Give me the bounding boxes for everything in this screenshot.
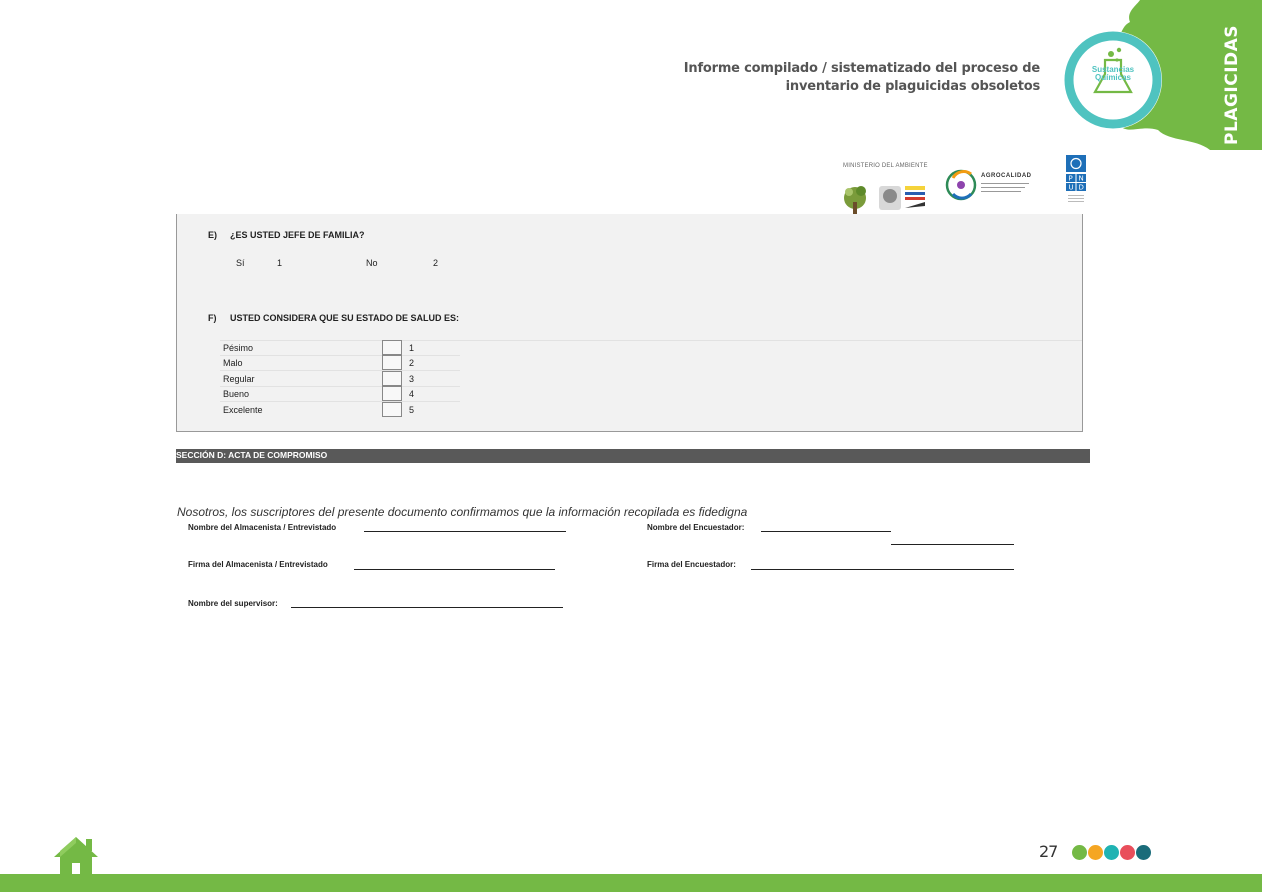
document-title-line2: inventario de plaguicidas obsoletos — [785, 79, 1040, 94]
encuestador-signature-label: Firma del Encuestador: — [647, 560, 736, 569]
form-panel — [176, 214, 1083, 432]
document-title-line1: Informe compilado / sistematizado del proceso de — [683, 61, 1040, 76]
row-divider — [220, 340, 1082, 341]
option-si-code: 1 — [277, 258, 283, 268]
footer-dot — [1136, 845, 1151, 860]
side-tab-label: PLAGICIDAS — [1222, 24, 1242, 145]
health-option-label: Malo — [223, 358, 243, 368]
question-f-text: USTED CONSIDERA QUE SU ESTADO DE SALUD ES: — [230, 313, 460, 323]
option-no-label[interactable]: No — [366, 258, 378, 268]
section-d-title: SECCIÓN D: ACTA DE COMPROMISO — [176, 450, 328, 460]
svg-text:N: N — [1078, 174, 1084, 183]
footer-dot — [1088, 845, 1103, 860]
health-option-label: Pésimo — [223, 343, 254, 353]
commitment-statement: Nosotros, los suscriptores del presente documento confirmamos que la información recopilada es fidedigna — [177, 505, 748, 519]
ministerio-logo-text: MINISTERIO DEL AMBIENTE — [843, 163, 928, 169]
home-icon[interactable] — [52, 835, 100, 875]
section-d-header — [176, 449, 1090, 463]
health-option-label: Regular — [223, 374, 255, 384]
health-option-code: 5 — [409, 405, 415, 415]
health-option-checkbox[interactable] — [382, 340, 402, 355]
footer-bar — [0, 874, 1262, 892]
health-option-checkbox[interactable] — [382, 371, 402, 386]
encuestador-name-line[interactable] — [761, 531, 891, 532]
agrocalidad-logo-text: AGROCALIDAD — [981, 173, 1032, 179]
almacenista-name-label: Nombre del Almacenista / Entrevistado — [188, 523, 337, 532]
almacenista-name-line[interactable] — [364, 531, 566, 532]
supervisor-name-line[interactable] — [291, 607, 563, 608]
footer-dot — [1104, 845, 1119, 860]
agrocalidad-logo — [945, 166, 1040, 206]
row-divider — [220, 386, 460, 387]
un-emblem-icon — [1066, 155, 1086, 205]
health-option-code: 3 — [409, 374, 415, 384]
almacenista-signature-line[interactable] — [354, 569, 555, 570]
svg-text:D: D — [1078, 183, 1084, 192]
health-option-checkbox[interactable] — [382, 386, 402, 401]
footer-dot — [1072, 845, 1087, 860]
svg-text:U: U — [1068, 183, 1074, 192]
row-divider — [220, 401, 460, 402]
option-si-label[interactable]: Sí — [236, 258, 245, 268]
ministerio-logo — [843, 178, 931, 214]
encuestador-name-label: Nombre del Encuestador: — [647, 523, 745, 532]
health-option-code: 2 — [409, 358, 415, 368]
health-option-code: 4 — [409, 389, 415, 399]
document-title — [620, 60, 1040, 96]
row-divider — [220, 355, 460, 356]
svg-text:P: P — [1068, 174, 1073, 183]
option-no-code: 2 — [433, 258, 439, 268]
question-e-label: E) — [208, 230, 217, 240]
almacenista-signature-label: Firma del Almacenista / Entrevistado — [188, 560, 328, 569]
question-e-text: ¿ES USTED JEFE DE FAMILIA? — [230, 230, 365, 240]
footer-dot — [1120, 845, 1135, 860]
health-option-checkbox[interactable] — [382, 402, 402, 417]
encuestador-signature-line[interactable] — [751, 569, 1014, 570]
question-f-label: F) — [208, 313, 217, 323]
health-option-code: 1 — [409, 343, 415, 353]
health-option-checkbox[interactable] — [382, 355, 402, 370]
supervisor-name-label: Nombre del supervisor: — [188, 599, 278, 608]
page-number: 27 — [1039, 842, 1058, 861]
encuestador-name-line-2[interactable] — [891, 544, 1014, 545]
health-option-label: Bueno — [223, 389, 250, 399]
row-divider — [220, 370, 460, 371]
badge-text: Sustancias Químicas — [1091, 65, 1135, 82]
health-option-label: Excelente — [223, 405, 263, 415]
